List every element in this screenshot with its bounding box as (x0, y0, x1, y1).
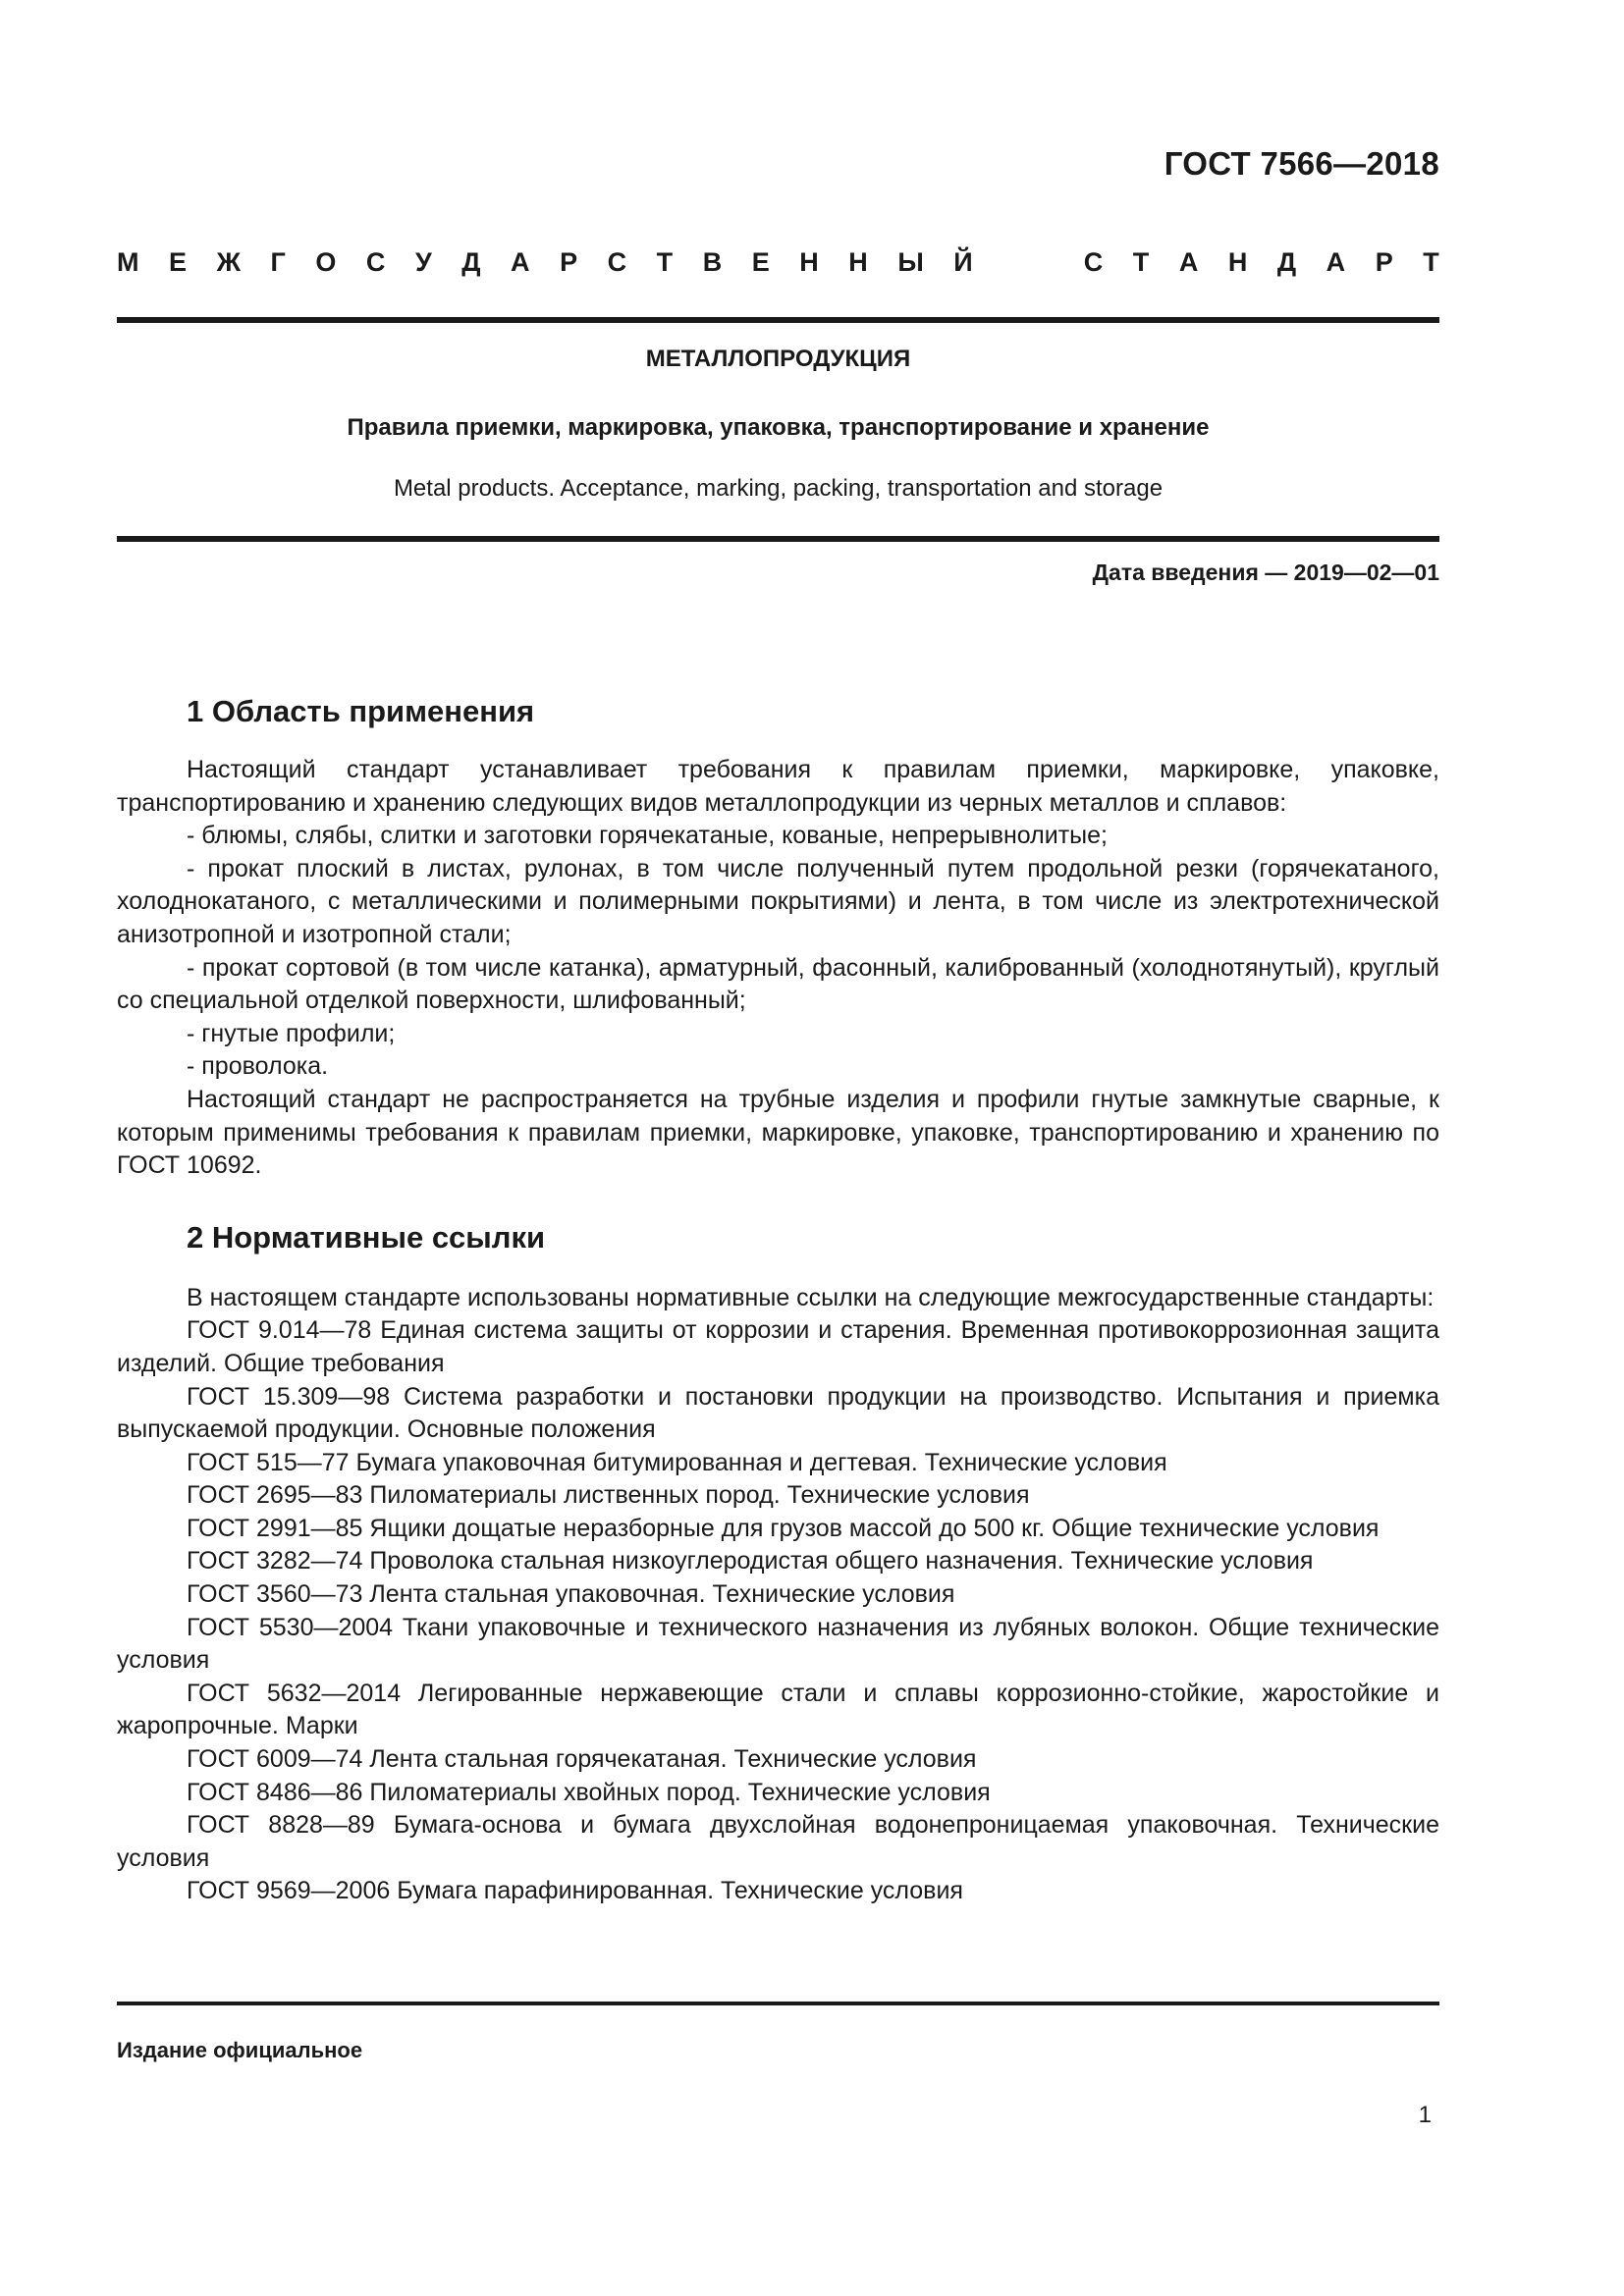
list-item: - блюмы, слябы, слитки и заготовки горячекатаные, кованые, непрерывнолитые; (187, 822, 1108, 850)
reference-item: ГОСТ 8486—86 Пиломатериалы хвойных пород. Технические условия (187, 1778, 991, 1806)
banner-letter: А (1178, 247, 1199, 277)
reference-item: ГОСТ 9.014—78 Единая система защиты от коррозии и старения. Временная противокоррозионная защита изделий. Общие требования (117, 1316, 1439, 1377)
reference-item: ГОСТ 3282—74 Проволока стальная низкоуглеродистая общего назначения. Технические условия (187, 1547, 1314, 1575)
introduction-date: Дата введения — 2019—02—01 (1092, 560, 1439, 585)
banner-letter: Н (1227, 247, 1248, 277)
banner-letter: Р (560, 247, 578, 277)
document-subtitle-english: Metal products. Acceptance, marking, packing, transportation and storage (393, 475, 1164, 502)
banner-letter: В (702, 247, 723, 277)
footer-divider (117, 2002, 1439, 2005)
banner-letter: У (414, 247, 432, 277)
document-subtitle: Правила приемки, маркировка, упаковка, транспортирование и хранение (347, 414, 1210, 441)
banner-letter: С (1083, 247, 1104, 277)
page-number: 1 (1418, 2102, 1432, 2128)
banner-letter: Н (848, 247, 868, 277)
edition-note: Издание официальное (117, 2038, 363, 2062)
reference-item: ГОСТ 515—77 Бумага упаковочная битумированная и дегтевая. Технические условия (187, 1448, 1167, 1476)
reference-item: ГОСТ 8828—89 Бумага-основа и бумага двухслойная водонепроницаемая упаковочная. Технические условия (117, 1811, 1439, 1872)
banner-word-gap (1002, 247, 1054, 278)
title-divider (117, 536, 1439, 542)
list-item: - прокат плоский в листах, рулонах, в том числе полученный путем продольной резки (горячекатаного, холоднокатаного, с металлическими и полимерными покрытиями) и лента, в том числе из электротехнической анизотропной и изотропной стали; (117, 854, 1439, 948)
banner-letter: Е (169, 247, 188, 277)
document-body (117, 687, 1439, 1908)
header-divider (117, 317, 1439, 323)
standard-number: ГОСТ 7566—2018 (1164, 145, 1439, 182)
section-heading: 2 Нормативные ссылки (187, 1219, 546, 1255)
paragraph: Настоящий стандарт не распространяется на трубные изделия и профили гнутые замкнутые сварные, к которым применимы требования к правилам приемки, маркировке, упаковке, транспортированию и хранению по ГОСТ 10692. (117, 1085, 1439, 1180)
banner-letter: М (117, 247, 139, 277)
reference-item: ГОСТ 15.309—98 Система разработки и постановки продукции на производство. Испытания и приемка выпускаемой продукции. Основные положения (117, 1382, 1439, 1444)
reference-item: ГОСТ 2991—85 Ящики дощатые неразборные для грузов массой до 500 кг. Общие технические условия (187, 1514, 1380, 1542)
reference-item: ГОСТ 6009—74 Лента стальная горячекатаная. Технические условия (187, 1745, 977, 1774)
section-heading: 1 Область применения (187, 694, 535, 728)
reference-item: ГОСТ 5632—2014 Легированные нержавеющие стали и сплавы коррозионно-стойкие, жаростойкие и жаропрочные. Марки (117, 1679, 1439, 1740)
reference-item: ГОСТ 9569—2006 Бумага парафинированная. Технические условия (187, 1877, 963, 1905)
paragraph: Настоящий стандарт устанавливает требования к правилам приемки, маркировке, упаковке, транспортированию и хранению следующих видов металлопродукции из черных металлов и сплавов: (117, 756, 1439, 817)
list-item: - проволока. (187, 1052, 329, 1081)
banner-letter: Т (1132, 247, 1150, 277)
banner-letter: А (1326, 247, 1346, 277)
banner-letter: Ж (216, 247, 241, 277)
banner-letter: Р (1375, 247, 1393, 277)
banner-letter: Н (799, 247, 819, 277)
banner-letter: С (607, 247, 627, 277)
reference-item: ГОСТ 5530—2004 Ткани упаковочные и технического назначения из лубяных волокон. Общие технические условия (117, 1613, 1439, 1675)
banner-letter: Д (461, 247, 481, 277)
reference-item: ГОСТ 3560—73 Лента стальная упаковочная. Технические условия (187, 1580, 955, 1609)
interstate-standard-banner (117, 247, 1439, 278)
banner-letter: А (511, 247, 530, 277)
paragraph: В настоящем стандарте использованы нормативные ссылки на следующие межгосударственные стандарты: (187, 1283, 1435, 1311)
list-item: - гнутые профили; (187, 1019, 396, 1047)
banner-letter: Й (953, 247, 973, 277)
banner-letter: Г (270, 247, 286, 277)
banner-letter: Т (656, 247, 674, 277)
banner-letter: Т (1423, 247, 1439, 277)
document-title: МЕТАЛЛОПРОДУКЦИЯ (645, 346, 911, 372)
banner-letter: С (365, 247, 386, 277)
reference-item: ГОСТ 2695—83 Пиломатериалы лиственных пород. Технические условия (187, 1481, 1030, 1510)
banner-letter: Ы (897, 247, 924, 277)
banner-letter: О (315, 247, 337, 277)
banner-letter: Е (751, 247, 770, 277)
document-page (117, 0, 1439, 2296)
list-item: - прокат сортовой (в том числе катанка), арматурный, фасонный, калиброванный (холоднотянутый), круглый со специальной отделкой поверхности, шлифованный; (117, 953, 1439, 1015)
banner-letter: Д (1276, 247, 1297, 277)
